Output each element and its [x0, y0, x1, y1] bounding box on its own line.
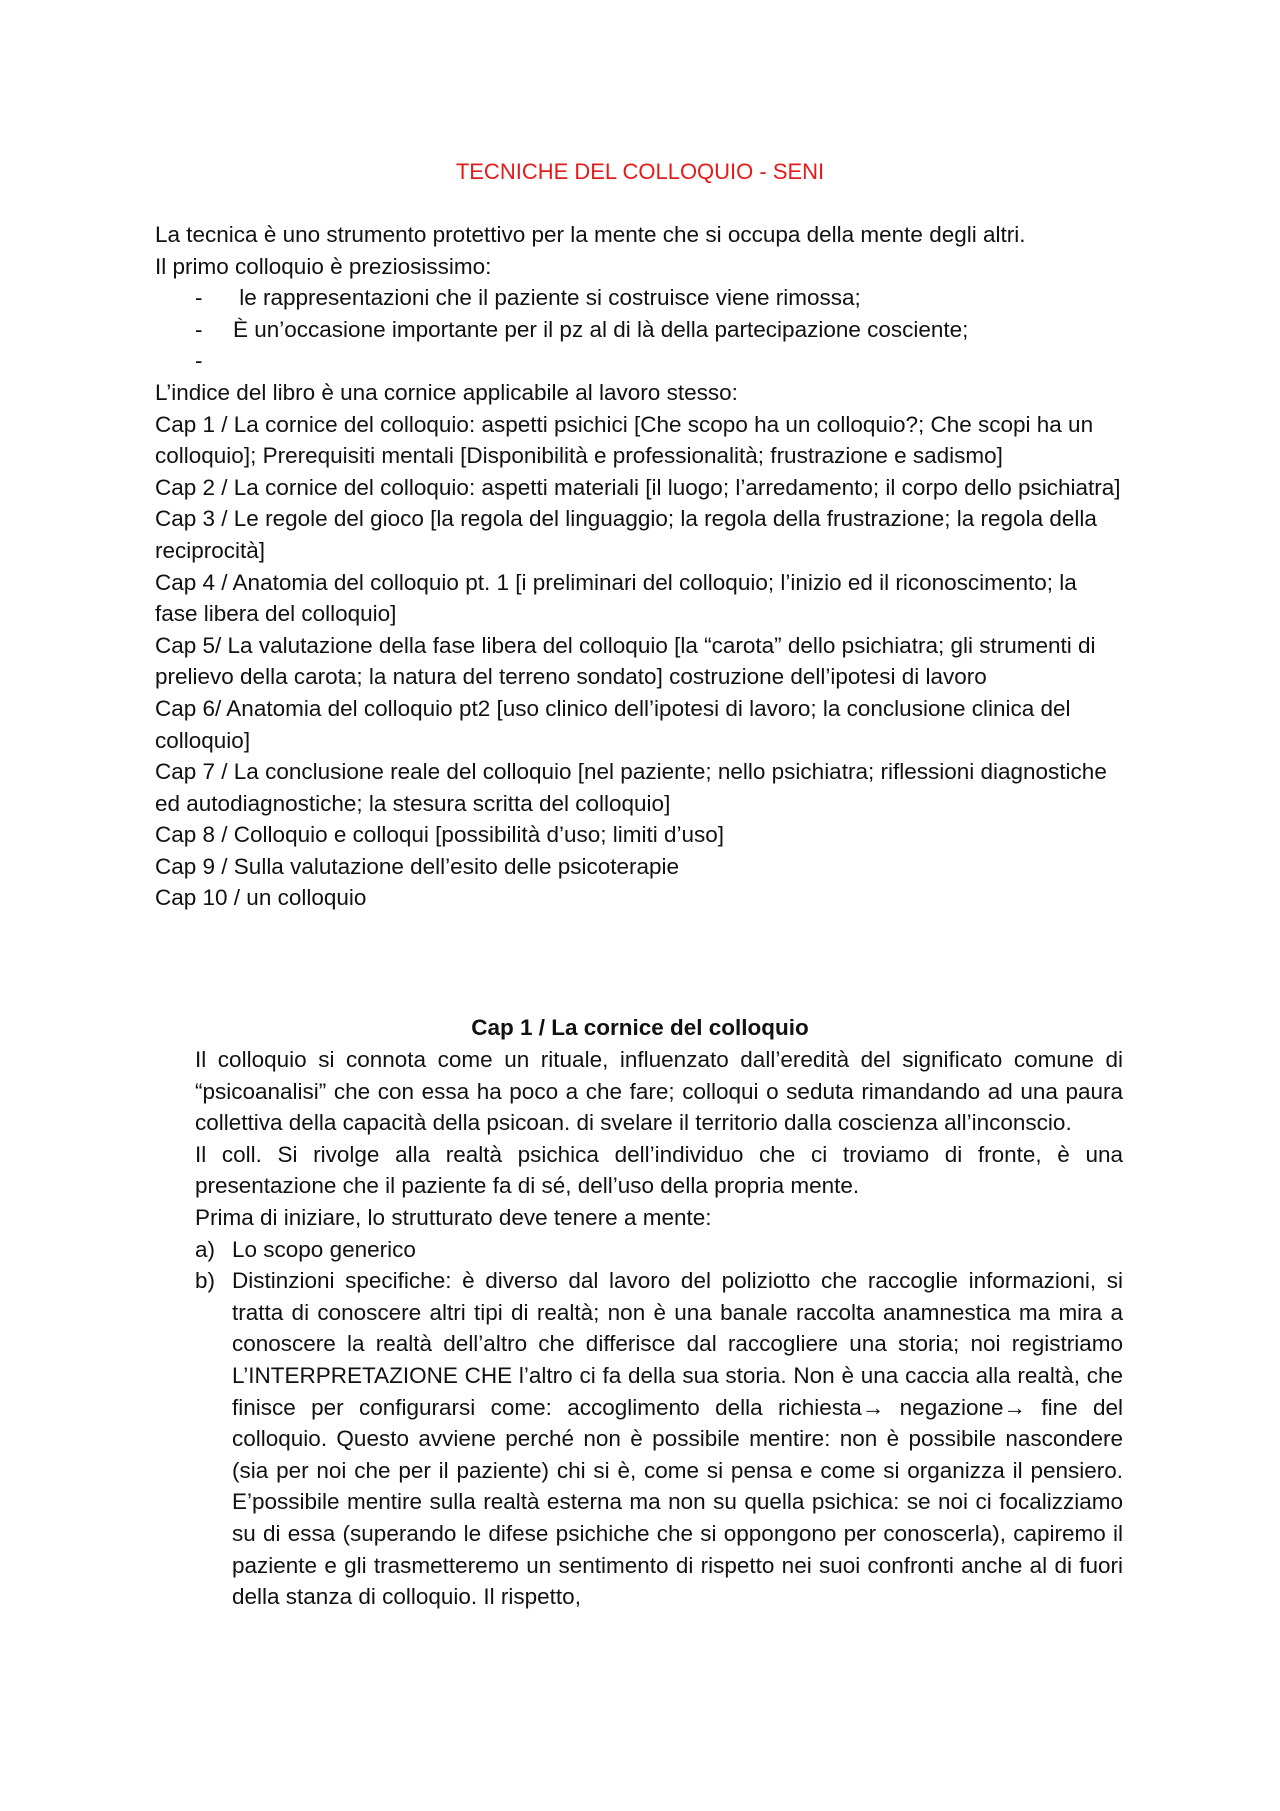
dash-item-text: È un’occasione importante per il pz al di là della partecipazione cosciente;: [233, 316, 969, 342]
chapter-entry: Cap 7 / La conclusione reale del colloquio [nel paziente; nello psichiatra; riflessioni diagnostiche ed autodiagnostiche; la stesura scritta del colloquio]: [155, 759, 1107, 816]
chapter-entry: Cap 9 / Sulla valutazione dell’esito delle psicoterapie: [155, 853, 680, 879]
lettered-list-item: [195, 1265, 1123, 1613]
chapter-entry: Cap 3 / Le regole del gioco [la regola del linguaggio; la regola della frustrazione; la regola della reciprocità]: [155, 506, 1097, 563]
intro-line: Il primo colloquio è preziosissimo:: [155, 253, 492, 279]
dash-list-item: [155, 345, 1125, 377]
list-item-text: Lo scopo generico: [232, 1236, 416, 1262]
section-body: [195, 1044, 1123, 1613]
dash-marker: -: [195, 285, 203, 311]
list-item-text: Distinzioni specifiche: è diverso dal lavoro del poliziotto che raccoglie informazioni, si tratta di conoscere altri tipi di realtà; non è una banale raccolta anamnestica ma mira a conoscere la realtà dell’altro che differisce dal raccogliere una storia; noi registriamo L’INTERPRETAZIONE CHE l’altro ci fa della sua storia. Non è una caccia alla realtà, che finisce per configurarsi come: accoglimento della richiesta→ negazione→ fine del colloquio. Questo avviene perché non è possibile mentire: non è possibile nascondere (sia per noi che per il paziente) chi si è, come si pensa e come si organizza il pensiero. E’possibile mentire sulla realtà esterna ma non su quella psichica: se noi ci focalizziamo su di essa (superando le difese psichiche che si oppongono per conoscerla), capiremo il paziente e gli trasmetteremo un sentimento di rispetto nei suoi confronti anche al di fuori della stanza di colloquio. Il rispetto,: [232, 1268, 1123, 1610]
section-heading: Cap 1 / La cornice del colloquio: [471, 1015, 809, 1040]
intro-section: [155, 219, 1125, 914]
dash-list-item: [155, 314, 1125, 346]
intro-line: La tecnica è uno strumento protettivo per la mente che si occupa della mente degli altri.: [155, 222, 1026, 247]
lettered-list-item: [195, 1234, 1123, 1266]
chapter-entry: Cap 6/ Anatomia del colloquio pt2 [uso clinico dell’ipotesi di lavoro; la conclusione clinica del colloquio]: [155, 695, 1071, 753]
chapter-entry: Cap 2 / La cornice del colloquio: aspetti materiali [il luogo; l’arredamento; il corpo dello psichiatra]: [155, 474, 1121, 500]
body-paragraph: Il colloquio si connota come un rituale, influenzato dall’eredità del significato comune di “psicoanalisi” che con essa ha poco a che fare; colloqui o seduta rimandando ad una paura collettiva della capacità della psicoan. di svelare il territorio dalla coscienza all’inconscio.: [195, 1047, 1123, 1136]
document-title: TECNICHE DEL COLLOQUIO - SENI: [455, 159, 825, 184]
dash-marker: -: [195, 348, 203, 374]
dash-item-text: le rappresentazioni che il paziente si costruisce viene rimossa;: [233, 285, 861, 311]
chapter-entry: Cap 4 / Anatomia del colloquio pt. 1 [i preliminari del colloquio; l’inizio ed il riconoscimento; la fase libera del colloquio]: [155, 569, 1077, 627]
dash-marker: -: [195, 316, 203, 342]
chapter-entry: Cap 1 / La cornice del colloquio: aspetti psichici [Che scopo ha un colloquio?; Che scopi ha un colloquio]; Prerequisiti mentali [Disponibilità e professionalità; frustrazione e sadismo]: [155, 411, 1094, 469]
dash-list-item: [155, 282, 1125, 314]
chapter-entry: Cap 5/ La valutazione della fase libera del colloquio [la “carota” dello psichiatra; gli strumenti di prelievo della carota; la natura del terreno sondato] costruzione dell’ipotesi di lavoro: [155, 632, 1096, 690]
list-marker: b): [195, 1268, 216, 1294]
body-paragraph: Il coll. Si rivolge alla realtà psichica dell’individuo che ci troviamo di fronte, è una presentazione che il paziente fa di sé, dell’uso della propria mente.: [195, 1141, 1123, 1199]
list-marker: a): [195, 1236, 216, 1262]
chapter-entry: Cap 8 / Colloquio e colloqui [possibilità d’uso; limiti d’uso]: [155, 822, 725, 848]
body-paragraph: Prima di iniziare, lo strutturato deve tenere a mente:: [195, 1204, 712, 1230]
index-intro: L’indice del libro è una cornice applicabile al lavoro stesso:: [155, 379, 738, 405]
chapter-entry: Cap 10 / un colloquio: [155, 885, 367, 911]
